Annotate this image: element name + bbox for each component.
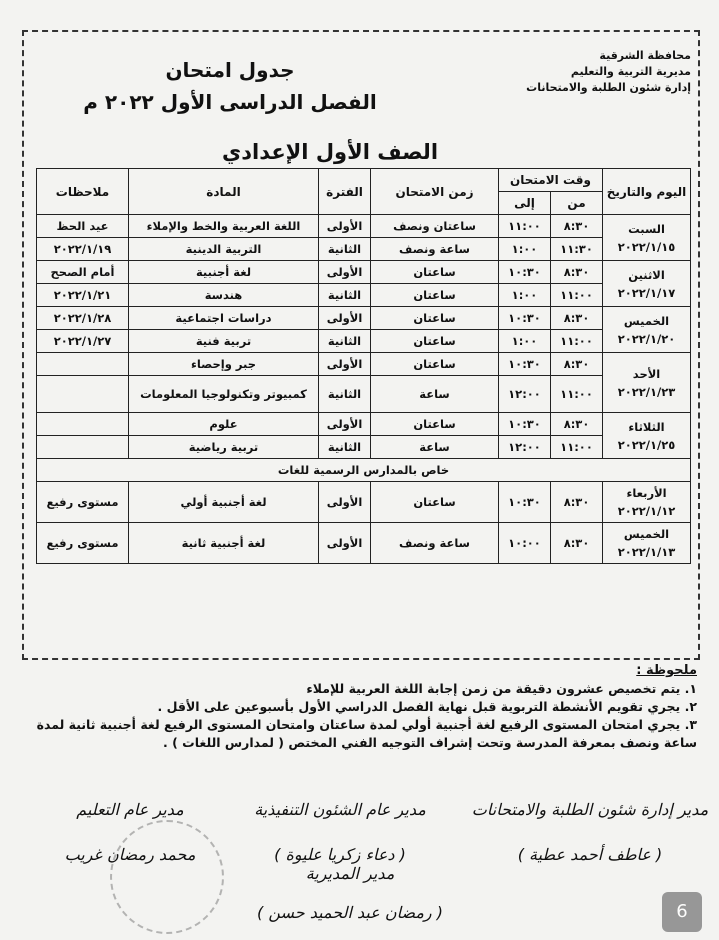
table-row — [37, 482, 691, 523]
signature-title: مدير إدارة شئون الطلبة والامتحانات — [471, 800, 709, 819]
table-row — [37, 436, 691, 459]
subject-cell: جبر وإحصاء — [129, 353, 319, 376]
day-date: ٢٠٢٢/١/٢٥ — [617, 437, 676, 452]
period-cell: الثانية — [319, 436, 371, 459]
table-row — [37, 413, 691, 436]
header-exam-time: وقت الامتحان — [499, 169, 603, 192]
official-stamp-icon — [110, 820, 224, 934]
to-cell: ١٢:٠٠ — [499, 436, 551, 459]
to-cell: ١٠:٣٠ — [499, 353, 551, 376]
subject-cell: تربية فنية — [129, 330, 319, 353]
day-date: ٢٠٢٢/١/١٣ — [617, 545, 676, 559]
note-cell: مستوى رفيع — [37, 523, 129, 564]
duration-cell: ساعة ونصف — [371, 523, 499, 564]
period-cell: الثانية — [319, 284, 371, 307]
note-cell: ٢٠٢٢/١/٢١ — [37, 284, 129, 307]
note-item: ٣. يجري امتحان المستوى الرفيع لغة أجنبية أولي لمدة ساعتان وامتحان المستوى الرفيع لغة أجنبية ثانية لمدة ساعة ونصف بمعرفة المدرسة وتحت إشراف التوجيه الفني المختص ( لمدارس اللغات ) . — [36, 717, 697, 750]
header-notes: ملاحظات — [37, 169, 129, 215]
table-row — [37, 523, 691, 564]
duration-cell: ساعتان ونصف — [371, 215, 499, 238]
period-cell: الثانية — [319, 376, 371, 413]
from-cell: ١١:٣٠ — [551, 238, 603, 261]
signature-block-2 — [240, 800, 440, 864]
day-cell — [603, 353, 691, 413]
to-cell: ١١:٠٠ — [499, 215, 551, 238]
to-cell: ١٠:٠٠ — [499, 523, 551, 564]
day-date: ٢٠٢٢/١/٢٣ — [617, 384, 676, 399]
notes-heading: ملحوظة : — [636, 663, 697, 678]
note-cell — [37, 413, 129, 436]
to-cell: ١:٠٠ — [499, 284, 551, 307]
table-row — [37, 284, 691, 307]
period-cell: الثانية — [319, 330, 371, 353]
from-cell: ٨:٣٠ — [551, 482, 603, 523]
signature-block-1 — [470, 800, 710, 864]
period-cell: الأولى — [319, 353, 371, 376]
subject-cell: لغة أجنبية — [129, 261, 319, 284]
signature-title: مدير المديرية — [305, 864, 395, 883]
day-cell — [603, 523, 691, 564]
day-cell — [603, 482, 691, 523]
to-cell: ١٢:٠٠ — [499, 376, 551, 413]
duration-cell: ساعتان — [371, 284, 499, 307]
subject-cell: دراسات اجتماعية — [129, 307, 319, 330]
day-name: الاثنين — [628, 267, 665, 282]
from-cell: ١١:٠٠ — [551, 284, 603, 307]
from-cell: ٨:٣٠ — [551, 353, 603, 376]
note-cell: أمام الصحح — [37, 261, 129, 284]
day-name: الخميس — [623, 527, 670, 541]
title-block — [30, 58, 430, 114]
note-cell — [37, 376, 129, 413]
header-period: الفترة — [319, 169, 371, 215]
day-name: الثلاثاء — [628, 419, 665, 434]
duration-cell: ساعة — [371, 436, 499, 459]
day-date: ٢٠٢٢/١/١٧ — [617, 285, 676, 300]
subject-cell: لغة أجنبية ثانية — [129, 523, 319, 564]
note-cell: مستوى رفيع — [37, 482, 129, 523]
table-row — [37, 376, 691, 413]
note-cell: عيد الحظ — [37, 215, 129, 238]
authority-line-2: مديرية التربية والتعليم — [570, 65, 691, 78]
header-duration: زمن الامتحان — [371, 169, 499, 215]
note-cell — [37, 436, 129, 459]
duration-cell: ساعتان — [371, 307, 499, 330]
period-cell: الثانية — [319, 238, 371, 261]
signature-name: محمد رمضان غريب — [64, 845, 196, 864]
signature-title: مدير عام الشئون التنفيذية — [254, 800, 426, 819]
day-date: ٢٠٢٢/١/١٥ — [617, 239, 676, 254]
exam-table — [36, 168, 691, 564]
header-subject: المادة — [129, 169, 319, 215]
subject-cell: علوم — [129, 413, 319, 436]
subject-cell: اللغة العربية والخط والإملاء — [129, 215, 319, 238]
note-cell: ٢٠٢٢/١/٢٨ — [37, 307, 129, 330]
period-cell: الأولى — [319, 215, 371, 238]
authority-line-1: محافظة الشرقية — [599, 49, 691, 62]
from-cell: ٨:٣٠ — [551, 307, 603, 330]
period-cell: الأولى — [319, 482, 371, 523]
page-title: جدول امتحان — [165, 58, 295, 82]
from-cell: ٨:٣٠ — [551, 215, 603, 238]
note-item: ١. يتم تخصيص عشرون دقيقة من زمن إجابة اللغة العربية للإملاء — [306, 681, 697, 696]
day-date: ٢٠٢٢/١/٢٠ — [617, 331, 676, 346]
subject-cell: التربية الدينية — [129, 238, 319, 261]
note-cell: ٢٠٢٢/١/٢٧ — [37, 330, 129, 353]
to-cell: ١:٠٠ — [499, 330, 551, 353]
duration-cell: ساعة ونصف — [371, 238, 499, 261]
duration-cell: ساعتان — [371, 330, 499, 353]
term-title: الفصل الدراسى الأول ٢٠٢٢ م — [83, 90, 377, 114]
period-cell: الأولى — [319, 261, 371, 284]
from-cell: ١١:٠٠ — [551, 376, 603, 413]
day-name: السبت — [628, 221, 665, 236]
header-from: من — [551, 192, 603, 215]
from-cell: ٨:٣٠ — [551, 261, 603, 284]
from-cell: ٨:٣٠ — [551, 523, 603, 564]
table-row — [37, 261, 691, 284]
authority-header — [491, 48, 691, 96]
note-item: ٢. يجري تقويم الأنشطة التربوية قبل نهاية الفصل الدراسي الأول بأسبوعين على الأقل . — [157, 699, 697, 714]
day-cell — [603, 307, 691, 353]
from-cell: ١١:٠٠ — [551, 436, 603, 459]
day-name: الخميس — [623, 313, 670, 328]
day-name: الأحد — [632, 366, 661, 381]
duration-cell: ساعتان — [371, 413, 499, 436]
period-cell: الأولى — [319, 413, 371, 436]
day-cell — [603, 413, 691, 459]
duration-cell: ساعتان — [371, 482, 499, 523]
signature-title: مدير عام التعليم — [76, 800, 184, 819]
authority-line-3: إدارة شئون الطلبة والامتحانات — [526, 81, 691, 94]
language-schools-band — [37, 459, 691, 482]
from-cell: ١١:٠٠ — [551, 330, 603, 353]
page-count-badge[interactable]: 6 — [662, 892, 702, 932]
header-to: إلى — [499, 192, 551, 215]
duration-cell: ساعتان — [371, 353, 499, 376]
day-cell — [603, 261, 691, 307]
header-day-date: اليوم والتاريخ — [603, 169, 691, 215]
table-row — [37, 330, 691, 353]
to-cell: ١٠:٣٠ — [499, 482, 551, 523]
day-date: ٢٠٢٢/١/١٢ — [617, 504, 676, 518]
grade-title: الصف الأول الإعدادي — [221, 140, 439, 164]
band-label: خاص بالمدارس الرسمية للغات — [37, 459, 691, 482]
signature-name: ( رمضان عبد الحميد حسن ) — [257, 903, 443, 922]
duration-cell: ساعتان — [371, 261, 499, 284]
period-cell: الأولى — [319, 307, 371, 330]
to-cell: ١٠:٣٠ — [499, 307, 551, 330]
signature-block-4 — [250, 864, 450, 922]
table-row — [37, 238, 691, 261]
table-row — [37, 215, 691, 238]
from-cell: ٨:٣٠ — [551, 413, 603, 436]
table-header-row — [37, 169, 691, 192]
signature-name: ( دعاء زكريا عليوة ) — [274, 845, 406, 864]
subject-cell: كمبيوتر وتكنولوجيا المعلومات — [129, 376, 319, 413]
subject-cell: لغة أجنبية أولي — [129, 482, 319, 523]
period-cell: الأولى — [319, 523, 371, 564]
table-row — [37, 353, 691, 376]
day-name: الأربعاء — [626, 486, 667, 500]
to-cell: ١٠:٣٠ — [499, 413, 551, 436]
notes-section — [7, 662, 697, 752]
note-cell — [37, 353, 129, 376]
table-row — [37, 307, 691, 330]
to-cell: ١:٠٠ — [499, 238, 551, 261]
signature-name: ( عاطف أحمد عطية ) — [517, 845, 663, 864]
day-cell — [603, 215, 691, 261]
duration-cell: ساعة — [371, 376, 499, 413]
subject-cell: تربية رياضية — [129, 436, 319, 459]
subject-cell: هندسة — [129, 284, 319, 307]
to-cell: ١٠:٣٠ — [499, 261, 551, 284]
note-cell: ٢٠٢٢/١/١٩ — [37, 238, 129, 261]
